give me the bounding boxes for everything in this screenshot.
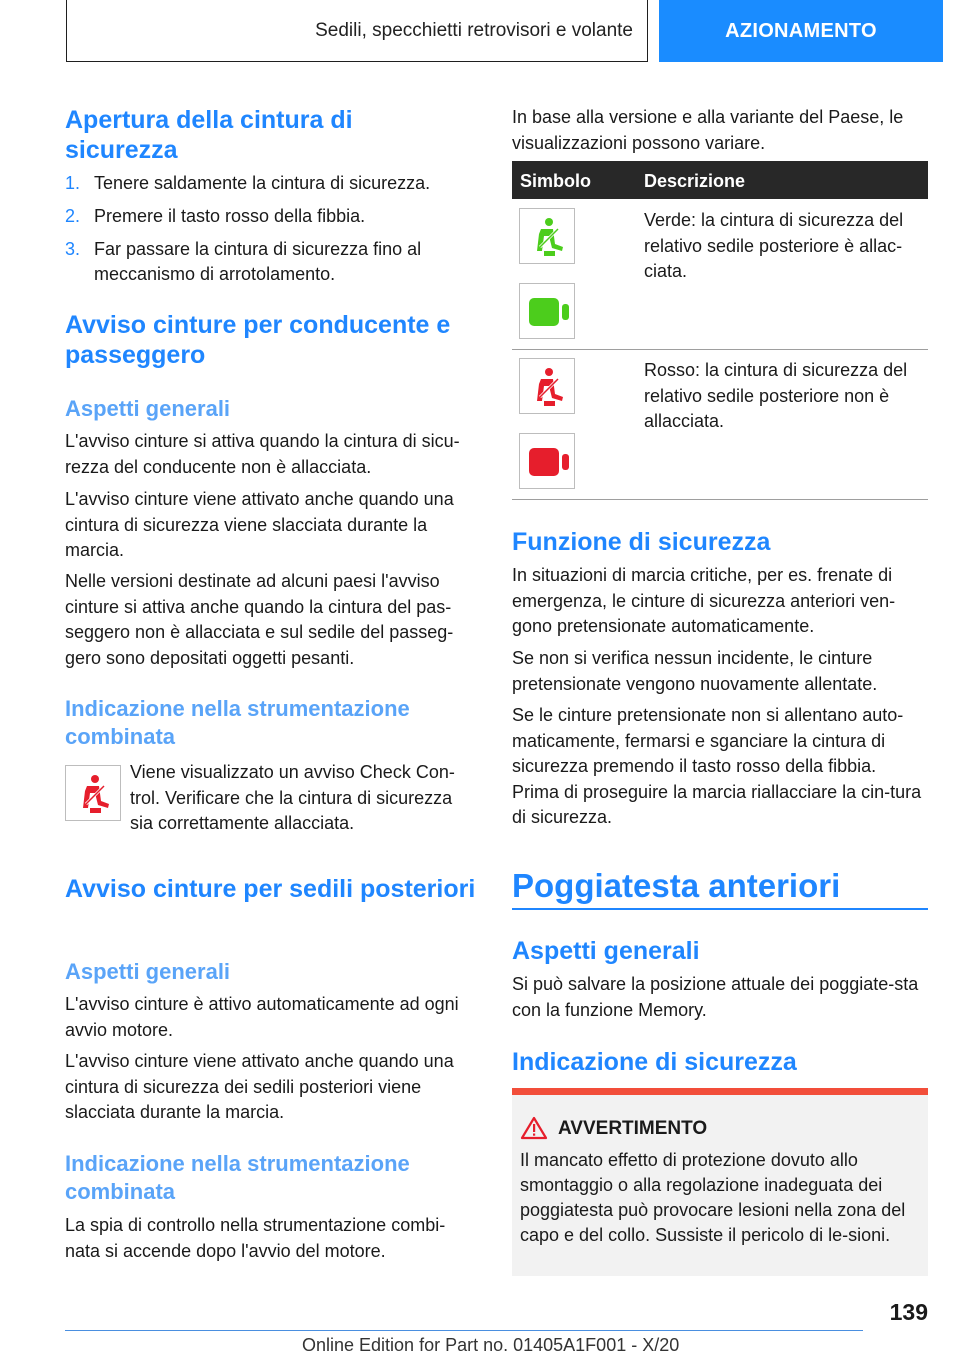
table-bottom-rule	[512, 499, 928, 500]
page-number: 139	[889, 1299, 928, 1325]
paragraph: L'avviso cinture si attiva quando la cintura di sicu-rezza del conducente non è allacciata.	[65, 431, 460, 477]
paragraph: In situazioni di marcia critiche, per es. frenate di emergenza, le cinture di sicurezza anteriori ven-gono pretensionate automaticamente.	[512, 565, 896, 636]
paragraph: L'avviso cinture è attivo automaticamente ad ogni avvio motore.	[65, 994, 459, 1040]
header-chapter-label: AZIONAMENTO	[725, 19, 877, 42]
warning-text: Il mancato effetto di protezione dovuto allo smontaggio o alla regolazione inadeguata dei poggiatesta può provocare lesioni nella zona del capo e del collo. Sussiste il pericolo di le-sioni.	[520, 1150, 906, 1245]
heading-aspetti-generali-poggiatesta: Aspetti generali	[512, 937, 700, 965]
step-item	[65, 237, 477, 287]
step-number: 1.	[65, 173, 81, 193]
seatbelt-red-icon	[519, 358, 575, 414]
step-item	[65, 171, 477, 196]
header-chapter-tab[interactable]	[659, 0, 943, 62]
subheading-aspetti-generali-2: Aspetti generali	[65, 959, 231, 984]
symbol-table-header	[512, 161, 928, 199]
steps-list	[65, 171, 477, 295]
step-number: 3.	[65, 239, 81, 259]
rear-seat-green-indicator-icon	[519, 283, 575, 339]
heading-avviso-posteriori: Avviso cinture per sedili posteriori	[65, 875, 476, 903]
heading-apertura-cintura: Apertura della cintura di sicurezza	[65, 106, 353, 164]
seatbelt-warning-icon	[65, 765, 121, 821]
table-row-divider	[512, 349, 928, 350]
paragraph: Se non si verifica nessun incidente, le cinture pretensionate vengono nuovamente allentate.	[512, 648, 878, 694]
chapter-heading-poggiatesta: Poggiatesta anteriori	[512, 867, 841, 904]
warning-bar	[512, 1088, 928, 1095]
step-item	[65, 204, 477, 229]
heading-indicazione-sicurezza: Indicazione di sicurezza	[512, 1048, 797, 1076]
warning-triangle-icon	[520, 1116, 548, 1140]
paragraph: L'avviso cinture viene attivato anche quando una cintura di sicurezza dei sedili posteriori viene slacciata durante la marcia.	[65, 1051, 454, 1122]
table-row-green-text: Verde: la cintura di sicurezza del relativo sedile posteriore è allac-ciata.	[644, 210, 904, 281]
header-section-title: Sedili, specchietti retrovisori e volante	[315, 19, 633, 41]
table-row-red-text: Rosso: la cintura di sicurezza del relativo sedile posteriore non è allacciata.	[644, 360, 908, 431]
paragraph-check-control: Viene visualizzato un avviso Check Con-trol. Verificare che la cintura di sicurezza sia correttamente allacciata.	[130, 762, 455, 833]
step-text: Tenere saldamente la cintura di sicurezza.	[94, 173, 431, 193]
paragraph: Nelle versioni destinate ad alcuni paesi l'avviso cinture si attiva anche quando la cintura del pas-seggero non è allacciata e sul sedile del passeg-gero sono depositati oggetti pesanti.	[65, 571, 454, 668]
step-number: 2.	[65, 206, 81, 226]
subheading-indicazione-strumentazione-2: Indicazione nella strumentazione combinata	[65, 1151, 410, 1204]
warning-title: AVVERTIMENTO	[558, 1118, 708, 1139]
step-text: Far passare la cintura di sicurezza fino al meccanismo di arrotolamento.	[94, 239, 422, 284]
heading-avviso-conducente: Avviso cinture per conducente e passeggero	[65, 311, 451, 369]
heading-funzione-sicurezza: Funzione di sicurezza	[512, 528, 771, 556]
table-col-description: Descrizione	[644, 171, 746, 191]
table-col-symbol: Simbolo	[520, 171, 591, 191]
warning-box	[512, 1088, 928, 1276]
subheading-indicazione-strumentazione: Indicazione nella strumentazione combinata	[65, 696, 410, 749]
header-section-box	[66, 0, 648, 62]
footer-edition: Online Edition for Part no. 01405A1F001 - X/20	[302, 1335, 680, 1355]
paragraph: Si può salvare la posizione attuale dei poggiate-sta con la funzione Memory.	[512, 974, 919, 1020]
chapter-heading-rule	[512, 908, 928, 910]
seatbelt-green-icon	[519, 208, 575, 264]
rear-seat-red-indicator-icon	[519, 433, 575, 489]
paragraph-intro: In base alla versione e alla variante del Paese, le visualizzazioni possono variare.	[512, 107, 904, 153]
step-text: Premere il tasto rosso della fibbia.	[94, 206, 366, 226]
paragraph: La spia di controllo nella strumentazione combi-nata si accende dopo l'avvio del motore.	[65, 1215, 446, 1261]
paragraph: L'avviso cinture viene attivato anche quando una cintura di sicurezza viene slacciata durante la marcia.	[65, 489, 454, 560]
footer-rule	[65, 1330, 863, 1331]
subheading-aspetti-generali: Aspetti generali	[65, 396, 231, 421]
paragraph: Se le cinture pretensionate non si allentano auto-maticamente, fermarsi e sganciare la cintura di sicurezza premendo il tasto rosso della fibbia. Prima di proseguire la marcia riallacciare la cin-tura di sicurezza.	[512, 705, 922, 827]
